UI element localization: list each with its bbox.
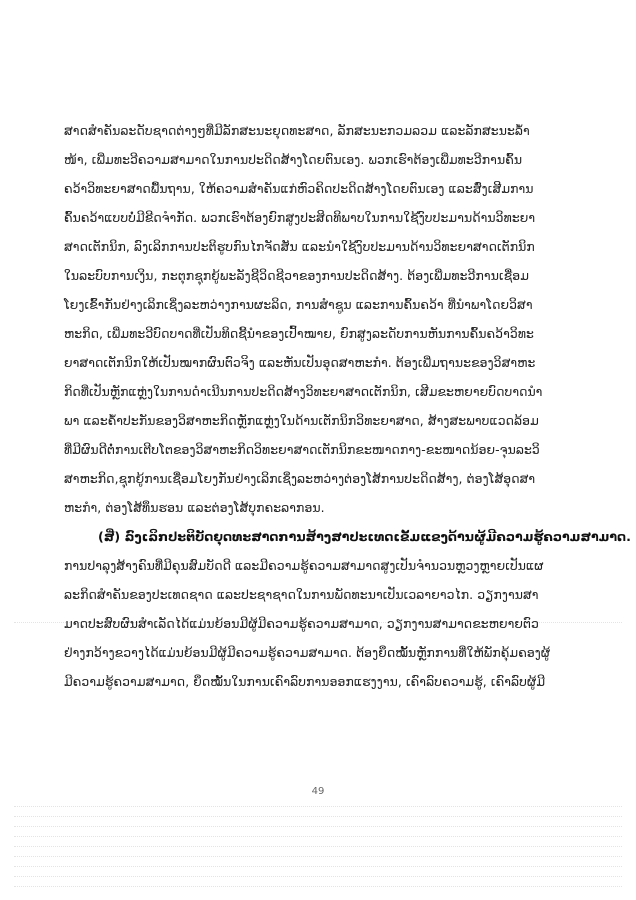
scan-line [14,876,622,877]
paragraph-line: ໜ້າ, ເພີ່ມທະວີຄວາມສາມາດໃນການປະດິດສ້າງໂດຍຕົນເອງ. ພວກເຮົາຕ້ອງເພີ່ມທະວີການຄົ້ນ [64,152,523,167]
scan-line [14,806,622,807]
scan-line [14,886,622,887]
paragraph-line: ທີ່ມີຜົນດີຕໍ່ການເຕີບໂຕຂອງວິສາຫະກິດວິທະຍາສາດເຕັກນິກຂະໜາດກາງ-ຂະໜາດນ້ອຍ-ຈຸນລະວິ [64,442,540,457]
paragraph-line: ໃນລະບົບການເງິນ, ກະຕຸກຊຸກຍູ້ພະລັງຊີວິດຊີວາຂອງການປະດິດສ້າງ. ຕ້ອງເພີ່ມທະວີການເຊື່ອມ [64,268,530,283]
paragraph-line: ຫະກຳ, ຕ່ອງໂສ້ທຶນຮອນ ແລະຕ່ອງໂສ້ບຸກຄະລາກອນ. [64,500,325,515]
paragraph-line: ສາດສຳຄັນລະດັບຊາດຕ່າງໆທີ່ມີລັກສະນະຍຸດທະສາດ, ລັກສະນະກວມລວມ ແລະລັກສະນະລ້ຳ [64,123,530,138]
paragraph-line: ສາຫະກິດ,ຊຸກຍູ້ການເຊື່ອມໂຍງກັນຢ່າງເລິກເຊິ່ງລະຫວ່າງຕ່ອງໂສ້ການປະດິດສ້າງ, ຕ່ອງໂສ້ອຸດສາ [64,471,536,486]
paragraph-line: ຫະກິດ, ເພີ່ມທະວີບົດບາດທີ່ເປັນທິດຊີ້ນຳຂອງເປົ້າໝາຍ, ຍົກສູງລະດັບການຫັນການຄົ້ນຄວ້າວິທະ [64,326,534,341]
paragraph-line: ພາ ແລະຄ້ຳປະກັນຂອງວິສາຫະກິດຫຼັກແຫຼ່ງໃນດ້ານເຕັກນິກວິທະຍາສາດ, ສ້າງສະພາບແວດລ້ອມ [64,413,539,428]
paragraph-line: ຢ່າງກວ້າງຂວາງໄດ້ແມ່ນຍ້ອນມີຜູ້ມີຄວາມຮູ້ຄວາມສາມາດ. ຕ້ອງຍຶດໝັ້ນຫຼັກການທີ່ໃຫ້ພັກຄຸ້ມຄອງຜູ້ [64,645,551,660]
section-heading: (ສີ່) ລົງເລິກປະຕິບັດຍຸດທະສາດການສ້າງສາປະເທດເຂັ້ມແຂງດ້ານຜູ້ມີຄວາມຮູ້ຄວາມສາມາດ. [98,529,632,544]
scan-line [14,826,622,827]
scan-line [14,856,622,857]
paragraph-line: ສາດເຕັກນິກ, ລົງເລິກການປະຕິຮູບກົນໄກຈັດສັນ ແລະນຳໃຊ້ງົບປະມານດ້ານວິທະຍາສາດເຕັກນິກ [64,239,535,254]
paragraph-line: ມາດປະສົບຜົນສຳເລັດໄດ້ແມ່ນຍ້ອນມີຜູ້ມີຄວາມຮູ້ຄວາມສາມາດ, ວຽກງານສາມາດຂະຫຍາຍຕົວ [64,616,539,631]
scan-line [14,846,622,847]
page-body [64,116,632,696]
page-number: 49 [311,786,325,797]
paragraph-line: ໂຍງເຂົ້າກັນຢ່າງເລິກເຊິ່ງລະຫວ່າງການຜະລິດ, ການສຳຊູນ ແລະການຄົ້ນຄວ້າ ທີ່ນຳພາໂດຍວິສາ [64,297,533,312]
paragraph-line: ຍາສາດເຕັກນິກໃຫ້ເປັນໝາກຜົນຕົວຈິງ ແລະຫັນເປັນອຸດສາຫະກຳ. ຕ້ອງເພີ່ມຖານະຂອງວິສາຫະ [64,355,536,370]
paragraph-line: ຄົ້ນຄວ້າແບບບໍ່ມີຂີດຈຳກັດ. ພວກເຮົາຕ້ອງຍົກສູງປະສິດທິພາບໃນການໃຊ້ງົບປະມານດ້ານວິທະຍາ [64,210,536,225]
paragraph-line: ມີຄວາມຮູ້ຄວາມສາມາດ, ຍຶດໝັ້ນໃນການເຄົາລົບການອອກແຮງງານ, ເຄົາລົບຄວາມຮູ້, ເຄົາລົບຜູ້ມີ [64,674,546,689]
paragraph-line: ກິດທີ່ເປັນຫຼັກແຫຼ່ງໃນການດຳເນີນການປະດິດສ້າງວິທະຍາສາດເຕັກນິກ, ເສີມຂະຫຍາຍບົດບາດນຳ [64,384,543,399]
paragraph-line: ການປາລຸງສ້າງຄົນທີ່ມີຄຸນສົມບັດດີ ແລະມີຄວາມຮູ້ຄວາມສາມາດສູງເປັນຈຳນວນຫຼວງຫຼາຍເປັນແຜ [64,558,544,573]
paragraph-line: ຄວ້າວິທະຍາສາດພື້ນຖານ, ໃຫ້ຄວາມສຳຄັນແກ່ຫົວຄິດປະດິດສ້າງໂດຍຕົນເອງ ແລະສົ່ງເສີມການ [64,181,534,196]
scan-line [14,816,622,817]
scan-line [14,866,622,867]
paragraph-line: ລະກິດສຳຄັນຂອງປະເທດຊາດ ແລະປະຊາຊາດໃນການພັດທະນາເປັນເວລາຍາວໄກ. ວຽກງານສາ [64,587,539,602]
scan-line [14,836,622,837]
